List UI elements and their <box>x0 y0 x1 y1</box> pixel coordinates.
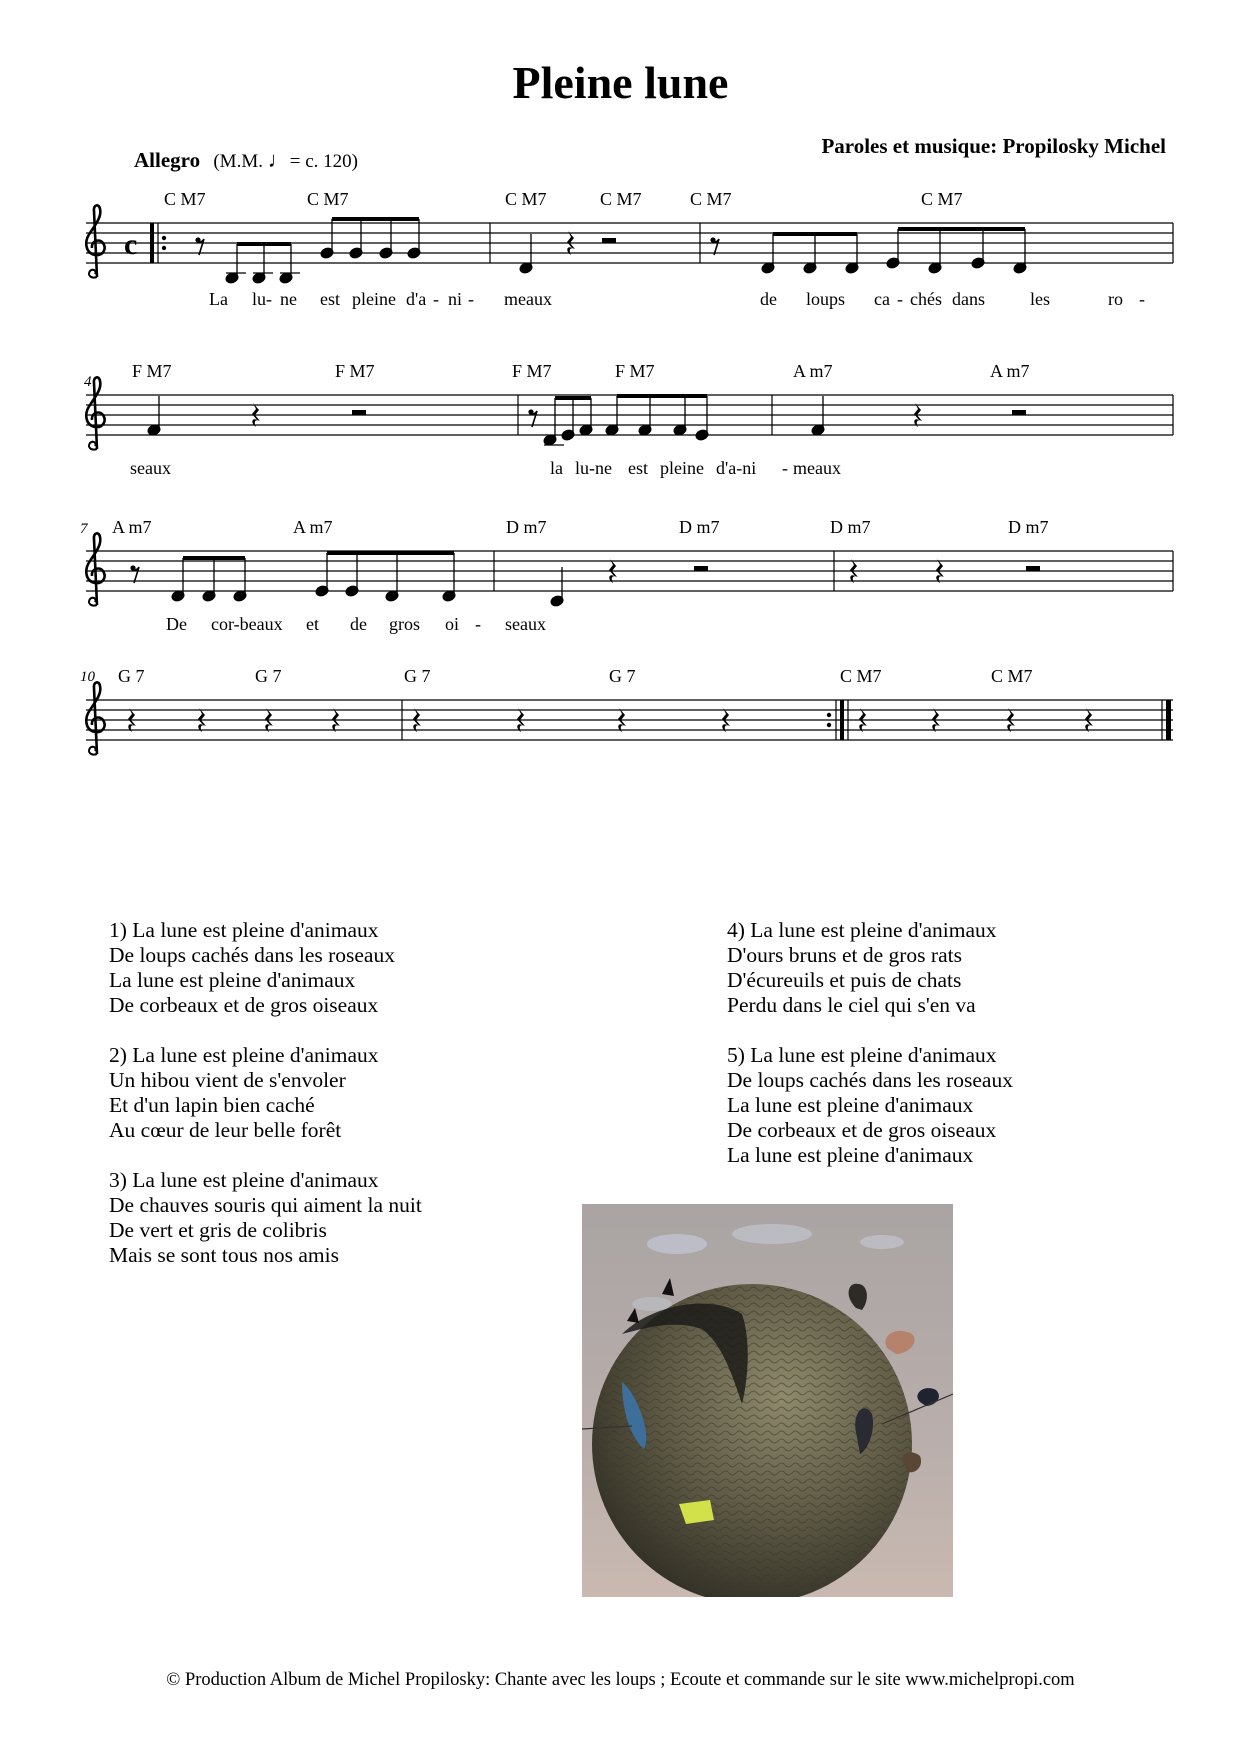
chord-symbol: C M7 <box>505 189 547 209</box>
sheet-music <box>0 0 1241 780</box>
chord-symbol: D m7 <box>830 517 871 537</box>
chord-symbol: G 7 <box>118 666 145 686</box>
verse-5 <box>727 1043 1013 1168</box>
staff-system-4 <box>80 666 1173 755</box>
chord-row-1 <box>164 189 963 209</box>
measure-number: 7 <box>80 521 88 537</box>
lyric-syllable: cor-beaux <box>211 614 283 634</box>
verse-line: D'ours bruns et de gros rats <box>727 943 962 967</box>
verse-line: Mais se sont tous nos amis <box>109 1243 339 1267</box>
treble-clef-icon <box>86 682 104 754</box>
lyric-syllable: meaux <box>504 289 552 309</box>
credits: Paroles et musique: Propilosky Michel <box>821 134 1166 158</box>
verse-line: La lune est pleine d'animaux <box>727 1143 974 1167</box>
lyrics-row-3 <box>166 614 546 634</box>
lyric-syllable: - <box>468 289 474 309</box>
lyric-syllable: lu- <box>252 289 272 309</box>
chord-row-4 <box>118 666 1033 686</box>
verse-line: Et d'un lapin bien caché <box>109 1093 315 1117</box>
verse-line: De corbeaux et de gros oiseaux <box>727 1118 997 1142</box>
verse-3 <box>109 1168 422 1268</box>
chord-symbol: F M7 <box>512 361 552 381</box>
chord-row-3 <box>112 517 1049 537</box>
chord-symbol: C M7 <box>921 189 963 209</box>
lyric-syllable: - <box>897 289 903 309</box>
lyric-syllable: est <box>320 289 340 309</box>
chord-symbol: F M7 <box>335 361 375 381</box>
treble-clef-icon <box>86 205 104 277</box>
lyric-syllable: est <box>628 458 648 478</box>
verse-line: 1) La lune est pleine d'animaux <box>109 918 379 942</box>
footer-copyright: © Production Album de Michel Propilosky: Chante avec les loups ; Ecoute et commande sur le site www.michelpropi.com <box>166 1670 1075 1690</box>
quarter-note-icon: ♩ <box>267 147 290 172</box>
lyric-syllable: pleine <box>660 458 704 478</box>
lyric-syllable: ni <box>448 289 463 309</box>
lyric-syllable: oi <box>445 614 460 634</box>
lyric-syllable: - <box>475 614 481 634</box>
common-time-icon: c <box>124 228 138 261</box>
verse-line: Un hibou vient de s'envoler <box>109 1068 346 1092</box>
chord-symbol: F M7 <box>132 361 172 381</box>
verse-line: Au cœur de leur belle forêt <box>109 1118 342 1142</box>
lyric-syllable: ca <box>874 289 890 309</box>
lyric-syllable: chés <box>910 289 942 309</box>
chord-symbol: C M7 <box>307 189 349 209</box>
lyric-syllable: De <box>166 614 187 634</box>
verse-line: De loups cachés dans les roseaux <box>727 1068 1013 1092</box>
chord-symbol: C M7 <box>840 666 882 686</box>
verse-1 <box>109 918 395 1018</box>
verse-2 <box>109 1043 379 1143</box>
treble-clef-icon <box>86 533 104 605</box>
lyric-syllable: La <box>209 289 228 309</box>
chord-symbol: D m7 <box>1008 517 1049 537</box>
lyric-syllable: ro <box>1108 289 1123 309</box>
lyric-syllable: et <box>306 614 319 634</box>
lyric-syllable: d'a-ni <box>716 458 757 478</box>
notes <box>225 217 1027 284</box>
lyric-syllable: pleine <box>352 289 396 309</box>
chord-symbol: A m7 <box>990 361 1030 381</box>
lyric-syllable: les <box>1030 289 1050 309</box>
page-title: Pleine lune <box>512 57 729 108</box>
verse-line: 2) La lune est pleine d'animaux <box>109 1043 379 1067</box>
lyric-syllable: dans <box>952 289 985 309</box>
verse-line: La lune est pleine d'animaux <box>109 968 356 992</box>
chord-symbol: F M7 <box>615 361 655 381</box>
lyric-syllable: - <box>782 458 788 478</box>
chord-row-2 <box>132 361 1030 381</box>
verse-line: De chauves souris qui aiment la nuit <box>109 1193 422 1217</box>
verse-line: Perdu dans le ciel qui s'en va <box>727 993 976 1017</box>
verse-line: De loups cachés dans les roseaux <box>109 943 395 967</box>
lyric-syllable: gros <box>389 614 420 634</box>
lyrics-row-1 <box>209 289 1145 309</box>
chord-symbol: C M7 <box>600 189 642 209</box>
lyric-syllable: la <box>550 458 563 478</box>
chord-symbol: D m7 <box>679 517 720 537</box>
staff-system-2 <box>84 361 1173 478</box>
chord-symbol: G 7 <box>609 666 636 686</box>
lyric-syllable: ne <box>280 289 297 309</box>
lyric-syllable: seaux <box>130 458 171 478</box>
verse-line: De corbeaux et de gros oiseaux <box>109 993 379 1017</box>
mm-value: = c. 120) <box>289 151 358 172</box>
chord-symbol: A m7 <box>293 517 333 537</box>
lyric-syllable: loups <box>806 289 846 309</box>
moon-illustration <box>582 1204 953 1597</box>
lyric-syllable: d'a <box>406 289 427 309</box>
staff-system-1 <box>86 189 1173 309</box>
tempo-word: Allegro <box>134 148 201 172</box>
chord-symbol: C M7 <box>164 189 206 209</box>
verse-line: De vert et gris de colibris <box>109 1218 327 1242</box>
mm-prefix: (M.M. <box>213 151 263 172</box>
verse-line: D'écureuils et puis de chats <box>727 968 962 992</box>
measure-number: 4 <box>84 374 92 390</box>
verse-line: 5) La lune est pleine d'animaux <box>727 1043 997 1067</box>
lyric-syllable: - <box>433 289 439 309</box>
verse-line: La lune est pleine d'animaux <box>727 1093 974 1117</box>
lyric-syllable: seaux <box>505 614 546 634</box>
staff-system-3 <box>80 517 1173 634</box>
lyric-syllable: meaux <box>793 458 841 478</box>
verse-line: 3) La lune est pleine d'animaux <box>109 1168 379 1192</box>
measure-number: 10 <box>80 669 95 685</box>
chord-symbol: G 7 <box>255 666 282 686</box>
verse-4 <box>727 918 997 1018</box>
lyric-syllable: de <box>350 614 367 634</box>
lyric-syllable: - <box>1139 289 1145 309</box>
chord-symbol: A m7 <box>793 361 833 381</box>
chord-symbol: A m7 <box>112 517 152 537</box>
chord-symbol: D m7 <box>506 517 547 537</box>
chord-symbol: C M7 <box>991 666 1033 686</box>
lyric-syllable: lu-ne <box>575 458 612 478</box>
chord-symbol: C M7 <box>690 189 732 209</box>
verse-line: 4) La lune est pleine d'animaux <box>727 918 997 942</box>
chord-symbol: G 7 <box>404 666 431 686</box>
lyric-syllable: de <box>760 289 777 309</box>
lyrics-row-2 <box>130 458 841 478</box>
